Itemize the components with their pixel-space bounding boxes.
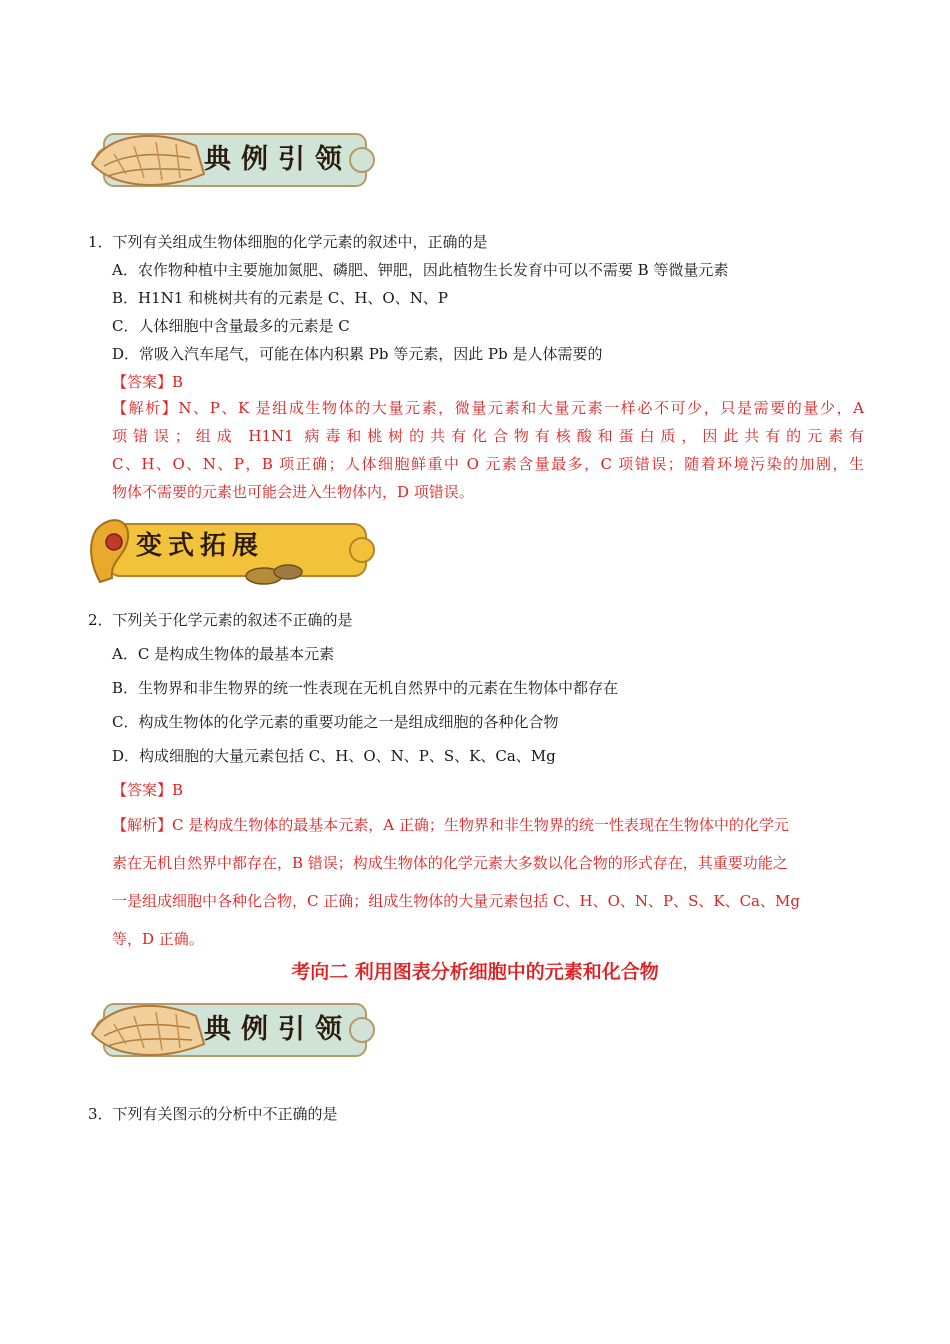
analysis-line: 物体不需要的元素也可能会进入生物体内，D 项错误。 — [112, 483, 474, 501]
question-2-answer: 【答案】B — [112, 781, 184, 799]
analysis-line: 【解析】C 是构成生物体的最基本元素，A 正确；生物界和非生物界的统一性表现在生物体中的化学元 — [112, 816, 789, 834]
section-title: 考向二 利用图表分析细胞中的元素和化合物 — [291, 961, 659, 983]
analysis-line: 等，D 正确。 — [112, 930, 204, 948]
banner-title: 变式拓展 — [136, 531, 265, 561]
question-1-option-c: C．人体细胞中含量最多的元素是 C — [112, 317, 350, 335]
analysis-line: 项错误；组成 H1N1 病毒和桃树的共有化合物有核酸和蛋白质，因此共有的元素有 — [112, 427, 864, 445]
question-2-option-c: C．构成生物体的化学元素的重要功能之一是组成细胞的各种化合物 — [112, 713, 559, 731]
question-2-stem: 2．下列关于化学元素的叙述不正确的是 — [88, 611, 353, 629]
question-2-analysis — [112, 806, 864, 958]
question-1-stem: 1．下列有关组成生物体细胞的化学元素的叙述中，正确的是 — [88, 233, 488, 251]
analysis-line: 素在无机自然界中都存在，B 错误；构成生物体的化学元素大多数以化合物的形式存在，其重要功能之 — [112, 854, 788, 872]
analysis-line: 一是组成细胞中各种化合物，C 正确；组成生物体的大量元素包括 C、H、O、N、P、S、K、Ca、Mg — [112, 892, 800, 910]
question-2-option-b: B．生物界和非生物界的统一性表现在无机自然界中的元素在生物体中都存在 — [112, 679, 619, 697]
question-1-option-a: A．农作物种植中主要施加氮肥、磷肥、钾肥，因此植物生长发育中可以不需要 B 等微量元素 — [112, 261, 729, 279]
question-2-option-d: D．构成细胞的大量元素包括 C、H、O、N、P、S、K、Ca、Mg — [112, 747, 556, 765]
question-2-option-a: A．C 是构成生物体的最基本元素 — [112, 645, 335, 663]
example-banner — [86, 124, 378, 196]
banner-title: 典例引领 — [204, 144, 352, 175]
analysis-line: 【解析】N、P、K 是组成生物体的大量元素，微量元素和大量元素一样必不可少，只是需要的量少，A — [112, 399, 864, 417]
question-1-option-b: B．H1N1 和桃树共有的元素是 C、H、O、N、P — [112, 289, 448, 307]
analysis-line: C、H、O、N、P，B 项正确；人体细胞鲜重中 O 元素含量最多，C 项错误；随着环境污染的加剧，生 — [112, 455, 864, 473]
question-3-stem: 3．下列有关图示的分析中不正确的是 — [88, 1105, 338, 1123]
question-1-option-d: D．常吸入汽车尾气，可能在体内积累 Pb 等元素，因此 Pb 是人体需要的 — [112, 345, 603, 363]
question-1-analysis — [112, 394, 864, 506]
example-banner — [86, 994, 378, 1066]
question-1-answer: 【答案】B — [112, 373, 184, 391]
banner-title: 典例引领 — [204, 1014, 352, 1045]
variant-banner — [86, 512, 378, 584]
